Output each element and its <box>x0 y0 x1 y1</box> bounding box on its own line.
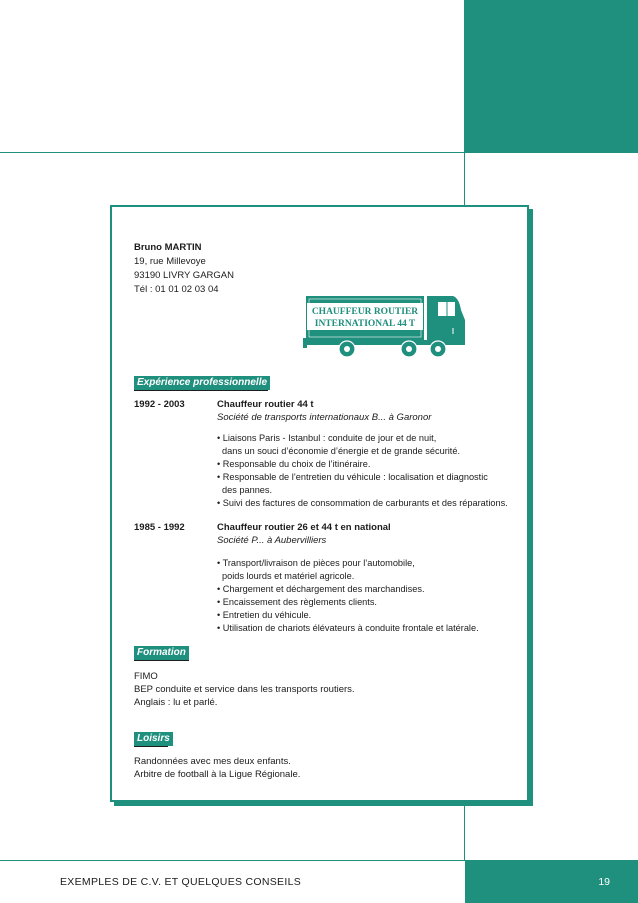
job1-task: • Liaisons Paris - Istanbul : conduite de jour et de nuit, <box>217 433 437 443</box>
job1-role: Chauffeur routier 44 t <box>217 399 314 410</box>
job2-task: poids lourds et matériel agricole. <box>222 571 355 581</box>
job1-company: Société de transports internationaux B... à Garonor <box>217 412 432 423</box>
experience-rule <box>134 390 268 391</box>
truck-label-line1: CHAUFFEUR ROUTIER <box>311 307 419 317</box>
experience-heading: Expérience professionnelle <box>134 376 270 390</box>
job1-task: • Suivi des factures de consommation de carburants et des réparations. <box>217 498 508 508</box>
job2-role: Chauffeur routier 26 et 44 t en national <box>217 522 391 533</box>
job1-task-list <box>217 432 508 510</box>
loisirs-line: Randonnées avec mes deux enfants. <box>134 756 291 767</box>
page-number: 19 <box>598 876 610 888</box>
corner-accent-block <box>464 0 638 152</box>
address-street: 19, rue Millevoye <box>134 256 206 267</box>
job2-task: • Chargement et déchargement des marchandises. <box>217 584 425 594</box>
top-rule <box>0 152 638 153</box>
candidate-name: Bruno MARTIN <box>134 242 202 253</box>
job2-task: • Utilisation de chariots élévateurs à conduite frontale et latérale. <box>217 623 479 633</box>
truck-wheel-front <box>430 341 446 357</box>
job1-task: des pannes. <box>222 485 273 495</box>
job2-task: • Transport/livraison de pièces pour l’automobile, <box>217 558 415 568</box>
loisirs-rule <box>134 746 168 747</box>
job2-company: Société P... à Aubervilliers <box>217 535 327 546</box>
formation-line: BEP conduite et service dans les transports routiers. <box>134 684 355 695</box>
job2-task: • Entretien du véhicule. <box>217 610 312 620</box>
footer-accent-block <box>465 861 638 903</box>
truck-wheel-middle <box>401 341 417 357</box>
formation-line: FIMO <box>134 671 158 682</box>
truck-label-line2: INTERNATIONAL 44 T <box>314 319 416 329</box>
loisirs-heading: Loisirs <box>134 732 173 746</box>
phone-number: Tél : 01 01 02 03 04 <box>134 284 219 295</box>
footer-title: EXEMPLES DE C.V. ET QUELQUES CONSEILS <box>60 876 302 888</box>
formation-heading: Formation <box>134 646 189 660</box>
job2-task-list <box>217 557 479 635</box>
formation-line: Anglais : lu et parlé. <box>134 697 218 708</box>
loisirs-line: Arbitre de football à la Ligue Régionale. <box>134 769 301 780</box>
truck-wheel-rear <box>339 341 355 357</box>
truck-illustration <box>303 286 469 362</box>
job1-task: • Responsable du choix de l’itinéraire. <box>217 459 371 469</box>
address-city: 93190 LIVRY GARGAN <box>134 270 234 281</box>
formation-rule <box>134 660 189 661</box>
job2-period: 1985 - 1992 <box>134 522 185 533</box>
job1-task: dans un souci d’économie d’énergie et de grande sécurité. <box>222 446 461 456</box>
job2-task: • Encaissement des règlements clients. <box>217 597 377 607</box>
job1-period: 1992 - 2003 <box>134 399 185 410</box>
job1-task: • Responsable de l’entretien du véhicule : localisation et diagnostic <box>217 472 488 482</box>
